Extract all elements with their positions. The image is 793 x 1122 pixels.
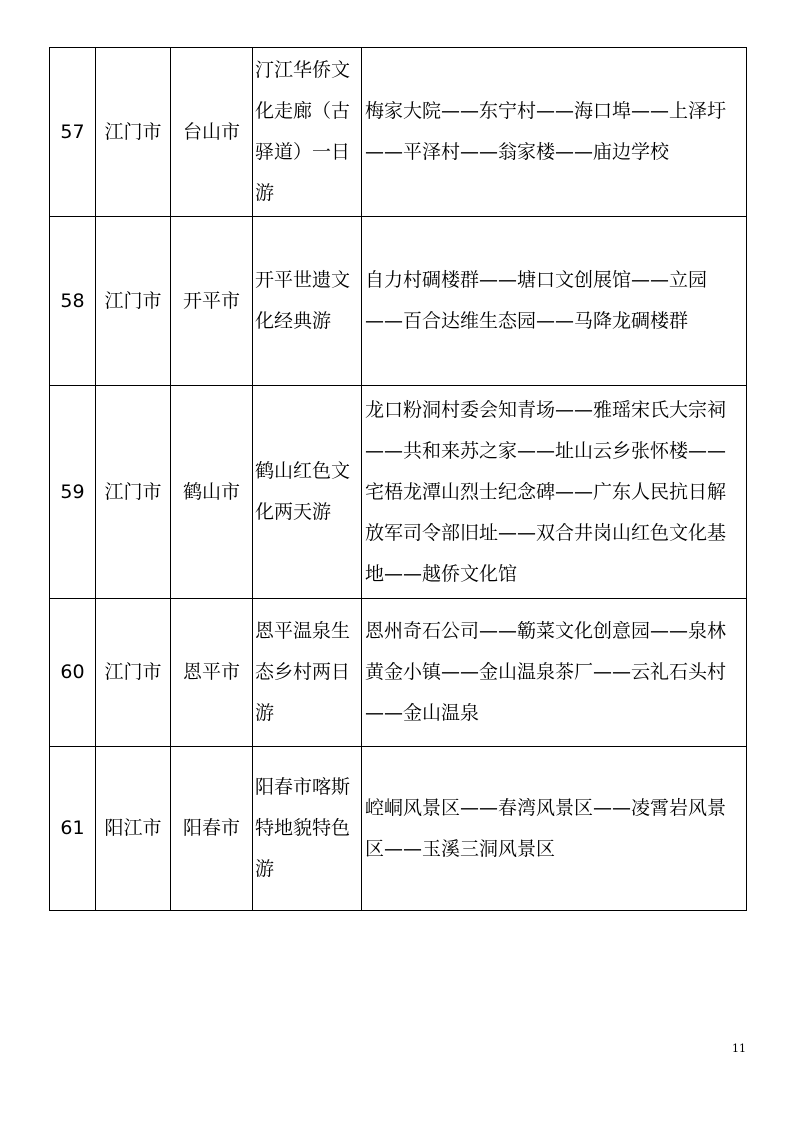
city-cell: 江门市 (96, 48, 171, 217)
route-name-cell: 开平世遗文化经典游 (253, 217, 362, 386)
route-stops-cell: 梅家大院——东宁村——海口埠——上泽圩——平泽村——翁家楼——庙边学校 (362, 48, 747, 217)
county-cell: 鹤山市 (171, 386, 253, 599)
route-name-cell: 鹤山红色文化两天游 (253, 386, 362, 599)
row-number: 58 (50, 217, 96, 386)
table-row (50, 747, 747, 911)
city-cell: 江门市 (96, 386, 171, 599)
table-row (50, 599, 747, 747)
row-number: 60 (50, 599, 96, 747)
route-table (49, 47, 747, 911)
row-number: 61 (50, 747, 96, 911)
county-cell: 恩平市 (171, 599, 253, 747)
route-stops-cell: 龙口粉洞村委会知青场——雅瑶宋氏大宗祠——共和来苏之家——址山云乡张怀楼——宅梧龙潭山烈士纪念碑——广东人民抗日解放军司令部旧址——双合井岗山红色文化基地——越侨文化馆 (362, 386, 747, 599)
city-cell: 江门市 (96, 599, 171, 747)
row-number: 57 (50, 48, 96, 217)
route-stops-cell: 崆峒风景区——春湾风景区——凌霄岩风景区——玉溪三洞风景区 (362, 747, 747, 911)
row-number: 59 (50, 386, 96, 599)
city-cell: 阳江市 (96, 747, 171, 911)
table-row (50, 386, 747, 599)
table-row (50, 217, 747, 386)
route-stops-cell: 恩州奇石公司——簕菜文化创意园——泉林黄金小镇——金山温泉茶厂——云礼石头村——金山温泉 (362, 599, 747, 747)
page-number: 11 (732, 1042, 746, 1055)
route-name-cell: 恩平温泉生态乡村两日游 (253, 599, 362, 747)
county-cell: 台山市 (171, 48, 253, 217)
route-stops-cell: 自力村碉楼群——塘口文创展馆——立园——百合达维生态园——马降龙碉楼群 (362, 217, 747, 386)
county-cell: 开平市 (171, 217, 253, 386)
county-cell: 阳春市 (171, 747, 253, 911)
route-name-cell: 汀江华侨文化走廊（古驿道）一日游 (253, 48, 362, 217)
route-name-cell: 阳春市喀斯特地貌特色游 (253, 747, 362, 911)
table-row (50, 48, 747, 217)
city-cell: 江门市 (96, 217, 171, 386)
